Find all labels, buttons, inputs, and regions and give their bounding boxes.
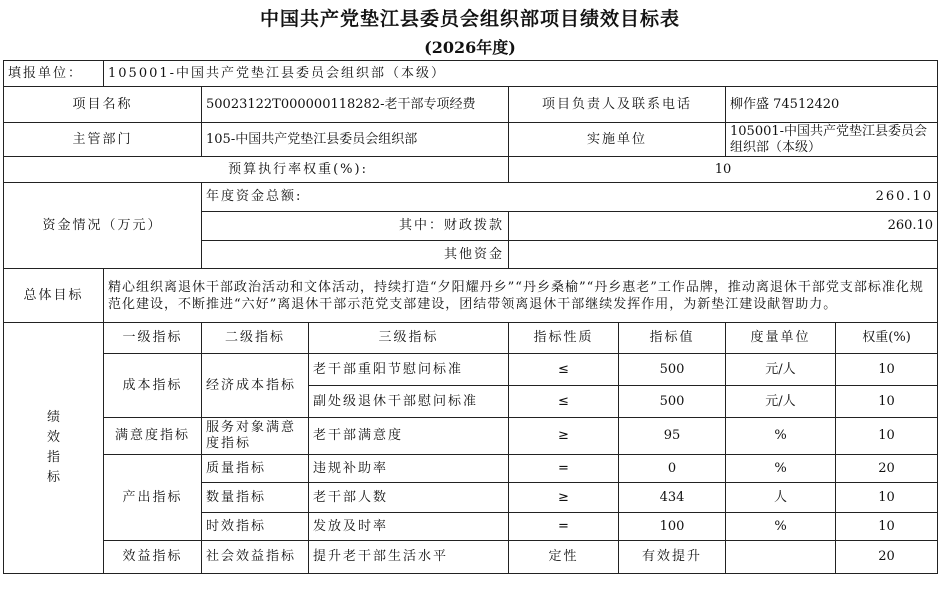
goal-text: 精心组织离退休干部政治活动和文体活动，持续打造“夕阳耀丹乡”“丹乡桑榆”“丹乡惠老”工作品牌，推动离退休干部党支部标准化规范化建设，不断推进“六好”离退休干部示范党支部建设，团结带领离退休干部继续发挥作用，为新垫江建设献智助力。 [104,269,938,323]
group-output: 产出指标 [104,455,202,541]
row-unit: % [726,513,836,541]
perf-header-l2: 二级指标 [202,323,309,354]
row-nature: = [509,513,619,541]
row-nature: = [509,455,619,483]
row-l2: 质量指标 [202,455,309,483]
table-row [4,455,938,483]
row-weight: 10 [836,386,938,418]
row-unit: 元/人 [726,354,836,386]
perf-label: 绩效指标 [4,323,104,574]
row-l2: 社会效益指标 [202,541,309,574]
row-weight: 10 [836,354,938,386]
project-owner-value: 柳作盛 74512420 [726,87,938,123]
row-l3: 副处级退休干部慰问标准 [309,386,509,418]
group-benefit: 效益指标 [104,541,202,574]
project-name-label: 项目名称 [4,87,202,123]
dept-row [4,123,938,157]
goal-row [4,269,938,323]
row-nature: ≤ [509,386,619,418]
dept-label: 主管部门 [4,123,202,157]
row-l2: 经济成本指标 [202,354,309,418]
funds-total-value: 260.10 [875,189,934,204]
table-row [4,354,938,386]
funds-total-cell [202,183,938,212]
row-l2: 时效指标 [202,513,309,541]
row-nature: ≥ [509,418,619,455]
row-nature: ≥ [509,483,619,513]
row-value: 434 [619,483,726,513]
row-unit [726,541,836,574]
funds-other-value [509,241,938,269]
row-l3: 老干部重阳节慰问标准 [309,354,509,386]
budget-rate-value: 10 [509,157,938,183]
document-title: 中国共产党垫江县委员会组织部项目绩效目标表 [259,8,680,30]
project-name-row [4,87,938,123]
row-value: 500 [619,354,726,386]
row-unit: 人 [726,483,836,513]
row-l3: 老干部人数 [309,483,509,513]
impl-label: 实施单位 [509,123,726,157]
row-weight: 10 [836,418,938,455]
row-l3: 提升老干部生活水平 [309,541,509,574]
row-weight: 20 [836,541,938,574]
unit-row [4,61,938,87]
row-l2: 数量指标 [202,483,309,513]
funds-fiscal-value: 260.10 [509,212,938,241]
row-unit: % [726,418,836,455]
perf-header-unit: 度量单位 [726,323,836,354]
row-nature: 定性 [509,541,619,574]
funds-total-label: 年度资金总额: [206,189,303,204]
goal-label: 总体目标 [4,269,104,323]
table-row [4,541,938,574]
performance-form-table [3,60,938,574]
project-owner-label: 项目负责人及联系电话 [509,87,726,123]
funds-other-label: 其他资金 [202,241,509,269]
row-value: 有效提升 [619,541,726,574]
unit-value: 105001-中国共产党垫江县委员会组织部（本级） [104,61,938,87]
perf-header-weight: 权重(%) [836,323,938,354]
row-value: 500 [619,386,726,418]
perf-header-value: 指标值 [619,323,726,354]
row-nature: ≤ [509,354,619,386]
row-weight: 10 [836,483,938,513]
row-value: 0 [619,455,726,483]
perf-header-row [4,323,938,354]
funds-label: 资金情况（万元） [4,183,202,269]
row-value: 100 [619,513,726,541]
row-unit: % [726,455,836,483]
row-weight: 20 [836,455,938,483]
row-l2: 服务对象满意度指标 [202,418,309,455]
document-subtitle: (2026年度) [424,38,516,57]
perf-header-l1: 一级指标 [104,323,202,354]
row-l3: 老干部满意度 [309,418,509,455]
row-unit: 元/人 [726,386,836,418]
impl-value: 105001-中国共产党垫江县委员会组织部（本级） [726,123,938,157]
project-name-value: 50023122T000000118282-老干部专项经费 [202,87,509,123]
table-row [4,418,938,455]
budget-rate-label: 预算执行率权重(%): [4,157,509,183]
budget-rate-row [4,157,938,183]
row-l3: 发放及时率 [309,513,509,541]
funds-fiscal-label: 其中：财政拨款 [202,212,509,241]
dept-value: 105-中国共产党垫江县委员会组织部 [202,123,509,157]
perf-header-l3: 三级指标 [309,323,509,354]
group-satisfaction: 满意度指标 [104,418,202,455]
group-cost: 成本指标 [104,354,202,418]
row-weight: 10 [836,513,938,541]
funds-total-row [4,183,938,212]
unit-label: 填报单位： [4,61,104,87]
perf-header-nature: 指标性质 [509,323,619,354]
row-l3: 违规补助率 [309,455,509,483]
row-value: 95 [619,418,726,455]
